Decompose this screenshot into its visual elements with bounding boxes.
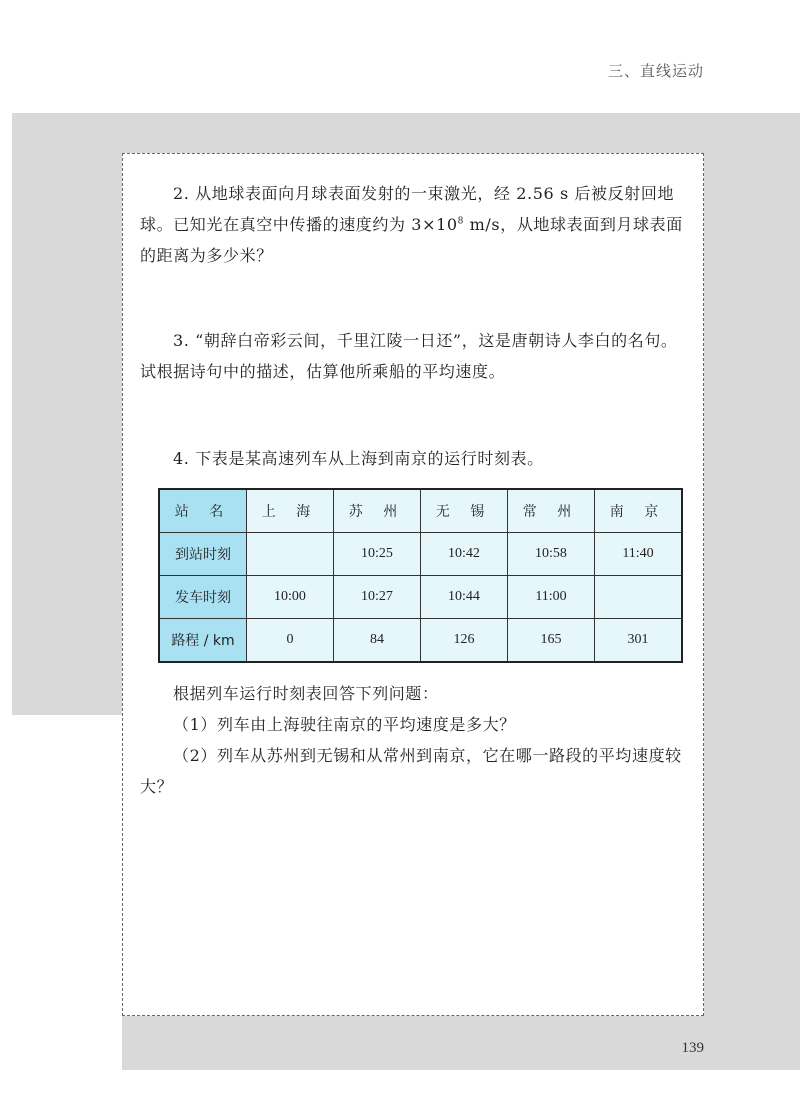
table-cell: 165 <box>508 619 595 663</box>
station-wuxi: 无 锡 <box>421 489 508 533</box>
table-cell <box>595 576 683 619</box>
table-cell: 0 <box>247 619 334 663</box>
table-header-row <box>159 489 682 533</box>
question-4-sub-1: （1）列车由上海驶往南京的平均速度是多大？ <box>173 715 516 734</box>
table-header-label: 站 名 <box>159 489 247 533</box>
station-shanghai: 上 海 <box>247 489 334 533</box>
table-cell: 10:00 <box>247 576 334 619</box>
row-label-departure: 发车时刻 <box>159 576 247 619</box>
question-3-text: “朝辞白帝彩云间，千里江陵一日还”，这是唐朝诗人李白的名句。试根据诗句中的描述，估算他所乘船的平均速度。 <box>140 331 678 381</box>
table-cell: 10:27 <box>334 576 421 619</box>
table-cell <box>247 533 334 576</box>
question-4-prompt: 根据列车运行时刻表回答下列问题： <box>173 684 439 703</box>
table-cell: 11:00 <box>508 576 595 619</box>
table-row <box>159 619 682 663</box>
table-cell: 10:44 <box>421 576 508 619</box>
page-number: 139 <box>681 1040 704 1056</box>
question-3-number: 3. <box>173 331 190 350</box>
timetable <box>158 488 683 663</box>
table-cell: 84 <box>334 619 421 663</box>
table-cell: 10:58 <box>508 533 595 576</box>
row-label-distance: 路程 / km <box>159 619 247 663</box>
table-row <box>159 533 682 576</box>
question-2 <box>140 178 690 271</box>
question-2-text-a: 从地球表面向月球表面发射的一束激光，经 2.56 s 后被反射回地球。已知光在真空中传播的速度约为 3×10 <box>140 184 675 234</box>
question-4-sub-2: （2）列车从苏州到无锡和从常州到南京，它在哪一路段的平均速度较大？ <box>140 746 682 796</box>
question-2-text-b: m/s，从地球表面到月球表面的距离为多少米？ <box>140 215 683 265</box>
page-background-notch <box>12 715 122 1070</box>
question-3 <box>140 325 690 387</box>
station-suzhou: 苏 州 <box>334 489 421 533</box>
question-4-text: 下表是某高速列车从上海到南京的运行时刻表。 <box>195 449 544 468</box>
question-2-exponent: 8 <box>457 216 464 227</box>
station-nanjing: 南 京 <box>595 489 683 533</box>
chapter-header: 三、直线运动 <box>607 62 704 80</box>
table-cell: 10:42 <box>421 533 508 576</box>
station-changzhou: 常 州 <box>508 489 595 533</box>
table-cell: 11:40 <box>595 533 683 576</box>
row-label-arrival: 到站时刻 <box>159 533 247 576</box>
table-cell: 126 <box>421 619 508 663</box>
table-row <box>159 576 682 619</box>
table-cell: 10:25 <box>334 533 421 576</box>
question-4 <box>140 443 690 474</box>
question-2-number: 2. <box>173 184 190 203</box>
table-cell: 301 <box>595 619 683 663</box>
question-4-number: 4. <box>173 449 190 468</box>
